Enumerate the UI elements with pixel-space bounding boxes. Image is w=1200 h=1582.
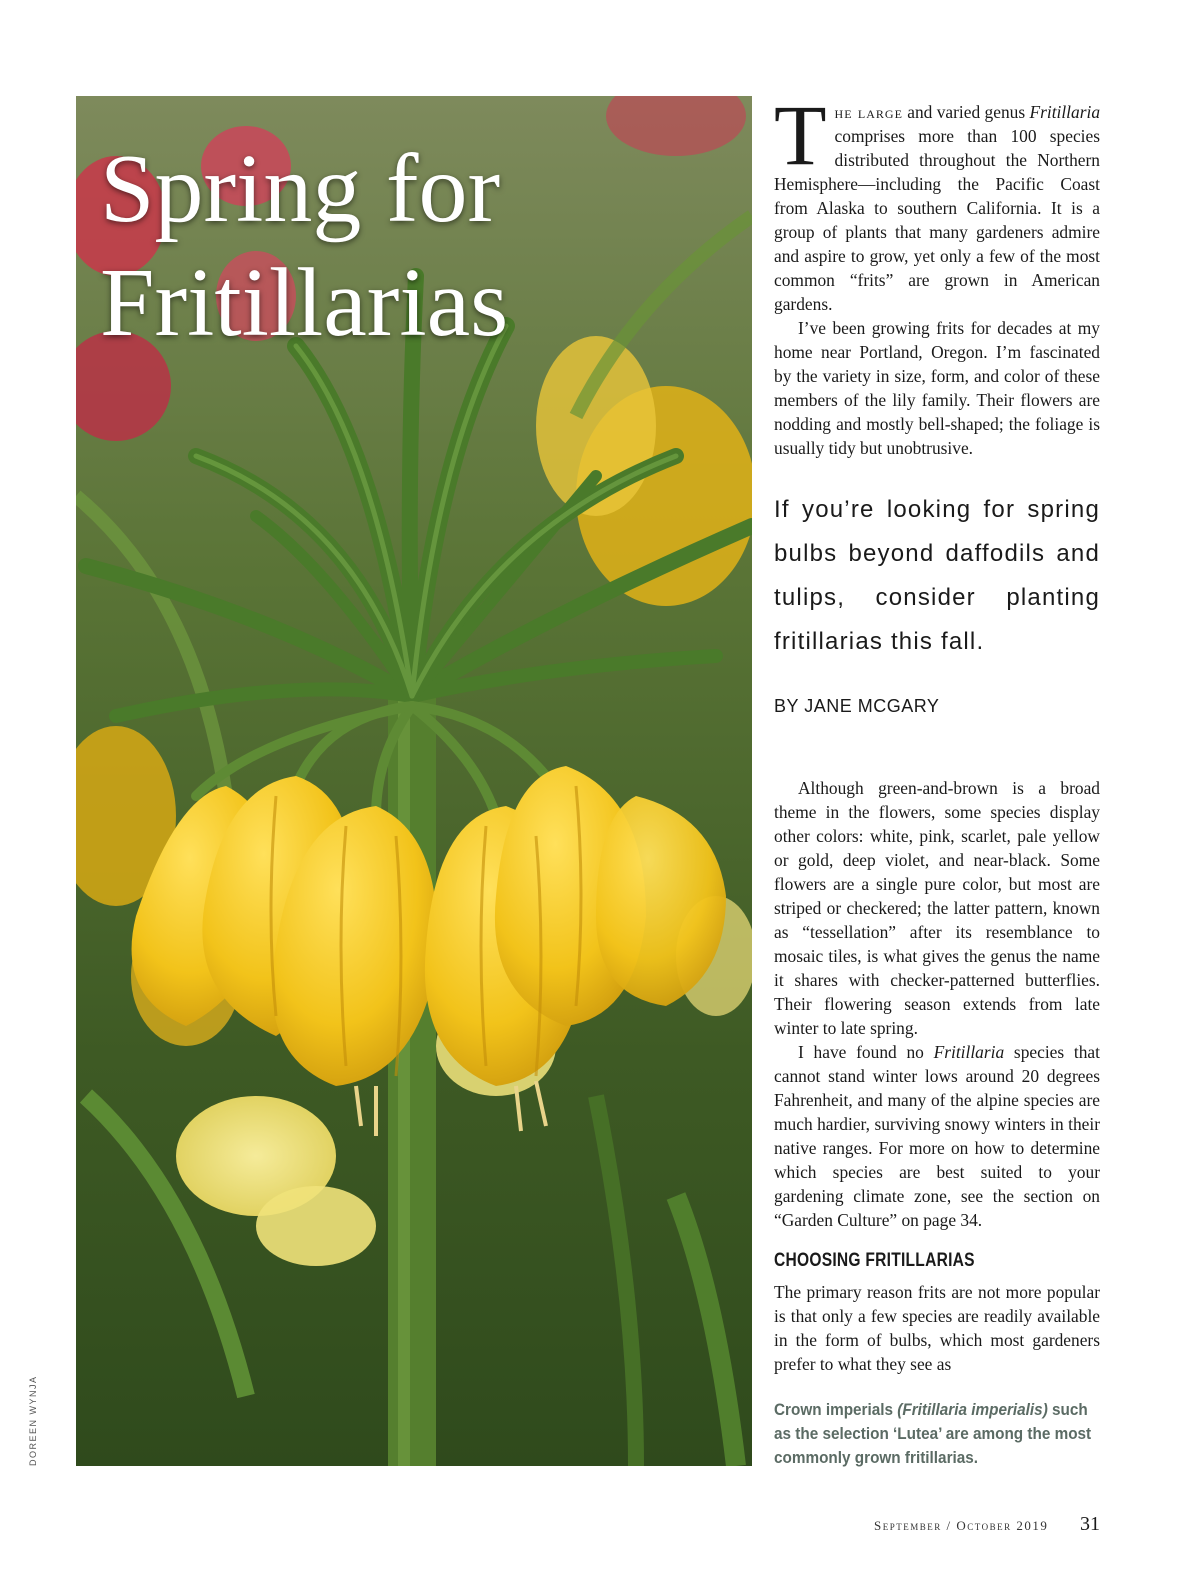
page-number: 31 — [1080, 1513, 1100, 1535]
crown-imperial-photo — [76, 96, 752, 1466]
intro-column — [774, 87, 1101, 460]
title-line-2: Fritillarias — [100, 249, 509, 357]
drop-cap: T — [774, 87, 827, 183]
paragraph-4 — [774, 1040, 1100, 1232]
article-deck: If you’re looking for spring bulbs beyond daffodils and tulips, consider planting fritillarias this fall. — [774, 496, 1100, 655]
body-column — [774, 776, 1100, 1232]
paragraph-5: The primary reason frits are not more popular is that only a few species are readily available in the form of bulbs, which most gardeners prefer to what they see as — [774, 1282, 1100, 1374]
paragraph-3: Although green-and-brown is a broad theme in the flowers, some species display other colors: white, pink, scarlet, pale yellow or gold, deep violet, and near-black. Some flowers are a single pure color, but most are striped or checkered; the latter pattern, known as “tessellation” after its resemblance to mosaic tiles, is what gives the genus the name it shares with checker-patterned butterflies. Their flowering season extends from late winter to late spring. — [774, 778, 1100, 1038]
paragraph-2: I’ve been growing frits for decades at my home near Portland, Oregon. I’m fascinated by the variety in size, form, and color of these members of the lily family. Their flowers are nodding and mostly bell-shaped; the foliage is usually tidy but unobtrusive. — [774, 318, 1100, 458]
section-column — [774, 1280, 1100, 1376]
paragraph-4-text-a: I have found no — [798, 1042, 934, 1062]
section-heading: CHOOSING FRITILLARIAS — [774, 1250, 975, 1271]
paragraph-4-italic: Fritillaria — [933, 1042, 1005, 1062]
intro-text-1: and varied genus — [902, 102, 1030, 122]
title-line-1: Spring for — [100, 135, 501, 243]
caption-text-a: Crown imperials — [774, 1400, 898, 1419]
photo-caption — [774, 1398, 1103, 1470]
intro-paragraph — [774, 87, 1101, 316]
issue-date: September / October 2019 — [874, 1518, 1049, 1533]
photo-credit: DOREEN WYNJA — [28, 1375, 38, 1466]
byline: BY JANE MCGARY — [774, 696, 940, 716]
article-title — [100, 132, 508, 360]
paragraph-4-text-b: species that cannot stand winter lows around 20 degrees Fahrenheit, and many of the alpine species are much hardier, surviving snowy winters in their native ranges. For more on how to determine which species are best suited to your gardening climate zone, see the section on “Garden Culture” on page 34. — [774, 1042, 1100, 1230]
intro-text-2: comprises more than 100 species distributed throughout the Northern Hemisphere—including the Pacific Coast from Alaska to southern California. It is a group of plants that many gardeners admire and aspire to grow, yet only a few of the most common “frits” are grown in American gardens. — [774, 126, 1100, 314]
caption-italic: (Fritillaria imperialis) — [897, 1400, 1048, 1419]
intro-smallcaps: he large — [834, 102, 903, 122]
caption-text-b: such as the selection ‘Lutea’ are among the most commonly grown fritillarias. — [774, 1400, 1092, 1467]
intro-genus-italic: Fritillaria — [1029, 102, 1101, 122]
